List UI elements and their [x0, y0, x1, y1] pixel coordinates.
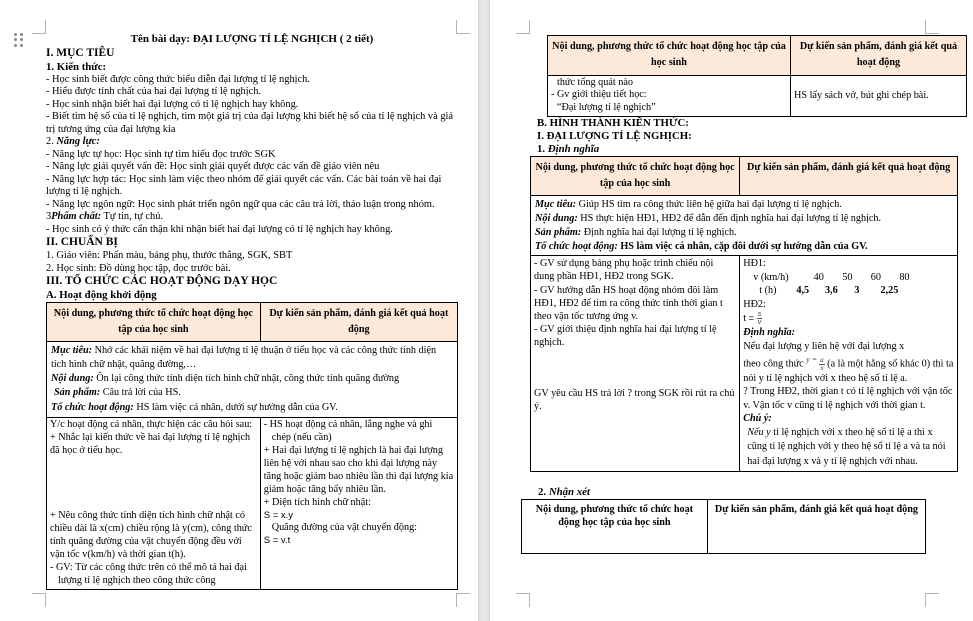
- hd1-label: HĐ1:: [743, 258, 766, 270]
- to-chuc-label: Tổ chức hoạt động:: [535, 240, 618, 252]
- nang-luc-item: - Năng lực tự học: Học sinh tự tìm hiểu đọc trước SGK: [46, 148, 276, 160]
- result-item: Quãng đường của vật chuyển động:: [271, 521, 418, 533]
- formula-area: S = x.y: [263, 509, 294, 521]
- heading-nang-luc: [46, 136, 458, 148]
- lesson-title: Tên bài dạy: ĐẠI LƯỢNG TỈ LỆ NGHỊCH ( 2 tiết): [130, 33, 374, 45]
- kien-thuc-item: - Học sinh biết được công thức biểu diễn đại lượng tỉ lệ nghịch.: [46, 73, 310, 85]
- section-chuan-bi: II. CHUẨN BỊ: [46, 236, 118, 249]
- muc-tieu-line: [535, 198, 953, 212]
- kien-thuc-item: - Biết tìm hệ số của tỉ lệ nghịch, tìm một giá trị của đại lượng khi biết hệ số của tỉ lệ nghịch và giá trị tương ứng của đại lượng kia: [46, 111, 454, 135]
- chu-y-italic: Nếu y: [747, 426, 771, 438]
- col-header-noi-dung: Nội dung, phương thức tổ chức hoạt động học tập của học sinh: [522, 499, 708, 553]
- table-header-row: [531, 156, 958, 196]
- col-header-du-kien: Dự kiến sản phẩm, đánh giá kết quả hoạt động: [791, 36, 967, 76]
- dinh-nghia-table: [530, 156, 958, 472]
- time-row: [743, 284, 954, 297]
- margin-marker-bottom-right: [925, 593, 939, 607]
- nang-luc-item: - Năng lực ngôn ngữ: Học sinh phát triển ngôn ngữ qua các câu trả lời, thảo luận trong nhóm.: [46, 198, 435, 210]
- nhan-xet-table: [521, 499, 926, 554]
- margin-marker-bottom-left: [516, 593, 530, 607]
- document-page-left: [0, 0, 478, 621]
- margin-marker-top-left: [32, 20, 46, 34]
- table-header-row: [522, 499, 926, 553]
- fraction-numerator: s: [757, 311, 762, 319]
- margin-marker-bottom-left: [32, 593, 46, 607]
- nang-luc-item: - Năng lực giải quyết vấn đề: Học sinh giải quyết được các vấn đề giáo viên nêu: [46, 161, 380, 173]
- kien-thuc-item: - Học sinh nhận biết hai đại lượng có tỉ lệ nghịch hay không.: [46, 98, 299, 110]
- chuan-bi-item: 1. Giáo viên: Phấn màu, bảng phụ, thước thẳng, SGK, SBT: [46, 250, 293, 262]
- muc-tieu-label: Mục tiêu:: [535, 199, 577, 211]
- velocity-value: 40: [813, 271, 824, 283]
- col-header-du-kien: Dự kiến sản phẩm, đánh giá kết quả hoạt động: [707, 499, 925, 553]
- san-pham-text: Định nghĩa hai đại lượng tỉ lệ nghịch.: [581, 226, 737, 238]
- right-page-content: [530, 33, 962, 554]
- table-row: [531, 256, 958, 471]
- result-item: + Hai đại lượng tỉ lệ nghịch là hai đại lượng liên hệ với nhau sao cho khi đại lượng này tăng hoặc giảm bao nhiêu lần thì đại lượng kia giảm hoặc tăng bấy nhiêu lần.: [263, 445, 454, 495]
- activity-item: - GV sử dụng bảng phụ hoặc trình chiếu nội dung phần HĐ1, HĐ2 trong SGK.: [534, 258, 714, 283]
- hd2-label: HĐ2:: [743, 298, 766, 310]
- definition-formula-line: [743, 355, 954, 385]
- page-gutter: [478, 0, 490, 621]
- activity-item: + Nêu công thức tính diện tích hình chữ nhật có chiều dài là x(cm) chiều rộng là y(cm), công thức tính quãng đường của vật chuyển động đều với vận tốc v(km/h) và thời gian t(h).: [50, 510, 252, 560]
- fraction-denominator: v: [757, 319, 762, 327]
- table-move-handle-icon[interactable]: [14, 33, 24, 47]
- heading-nhan-xet: [538, 486, 962, 499]
- result-item: - HS hoạt động cá nhân, lắng nghe và ghi chép (nếu cần): [263, 419, 433, 444]
- chu-y-title: Chú ý:: [743, 413, 772, 425]
- dinh-nghia-title: Định nghĩa:: [743, 327, 796, 339]
- table-header-row: [548, 36, 967, 76]
- col-header-noi-dung: Nội dung, phương thức tổ chức hoạt động học tập của học sinh: [548, 36, 791, 76]
- noi-dung-text: HS thực hiện HĐ1, HĐ2 để dẫn đến định nghĩa hai đại lượng tỉ lệ nghịch.: [577, 213, 882, 225]
- time-value: 2,25: [880, 285, 899, 297]
- time-label: t (h): [759, 285, 777, 297]
- fraction-numerator: a: [820, 355, 824, 364]
- chuan-bi-item: 2. Học sinh: Đồ dùng học tập, đọc trước bài.: [46, 262, 231, 274]
- muc-tieu-line: [51, 344, 453, 372]
- nang-luc-label: Năng lực:: [56, 136, 100, 148]
- chu-y-text: [743, 426, 954, 470]
- table-row-objectives: [47, 342, 458, 418]
- noi-dung-line: [535, 212, 953, 226]
- san-pham-label: Sản phẩm:: [54, 386, 101, 398]
- pham-chat-label: Phẩm chất:: [51, 211, 102, 223]
- san-pham-label: Sản phẩm:: [535, 226, 582, 238]
- san-pham-line: [51, 386, 453, 400]
- muc-tieu-label: Mục tiêu:: [51, 345, 93, 357]
- khoi-dong-table-continued: [547, 35, 967, 117]
- khoi-dong-table: [46, 302, 458, 590]
- chu-y-body: tỉ lệ nghịch với x theo hệ số tỉ lệ a thì x cũng tỉ lệ nghịch với y theo hệ số tỉ lệ a và ta nói hai đại lượng x và y tỉ lệ nghịch với nhau.: [747, 426, 946, 468]
- activity-item: - Gv giới thiệu tiết học:: [551, 89, 647, 101]
- expected-result-cell: HS lấy sách vở, bút ghi chép bài.: [791, 75, 967, 116]
- expected-result-cell: [740, 256, 958, 471]
- table-row-objectives: [531, 196, 958, 256]
- expected-result-cell: [260, 418, 457, 590]
- dinh-nghia-label: Định nghĩa: [547, 142, 600, 155]
- definition-text: (a là một hằng số khác 0) thì ta nói y tỉ lệ nghịch với x theo hệ số tỉ lệ a.: [743, 358, 954, 384]
- to-chuc-text: HS làm việc cá nhân, dưới sự hướng dẫn của GV.: [133, 402, 338, 414]
- time-value: 3,6: [824, 285, 838, 297]
- col-header-noi-dung: Nội dung, phương thức tổ chức hoạt động học tập của học sinh: [47, 302, 261, 342]
- velocity-value: 50: [842, 271, 853, 283]
- time-value: 4,5: [796, 285, 810, 297]
- document-page-right: [490, 0, 973, 621]
- heading-kien-thuc: 1. Kiến thức:: [46, 60, 107, 73]
- objectives-cell: [47, 342, 458, 418]
- activity-item: - GV: Từ các công thức trên có thể mô tả hai đại lượng tỉ lệ nghịch theo công thức công: [50, 561, 247, 586]
- muc-tieu-text: Giúp HS tìm ra công thức liên hệ giữa hai đại lượng tỉ lệ nghịch.: [576, 199, 842, 211]
- kien-thuc-item: - Hiểu được tính chất của hai đại lượng tỉ lệ nghịch.: [46, 86, 261, 98]
- pham-chat-item: - Học sinh có ý thức cẩn thận khi nhận biết hai đại lượng có tỉ lệ nghịch hay không.: [46, 223, 393, 235]
- noi-dung-label: Nội dung:: [535, 213, 578, 225]
- nang-luc-number: 2.: [46, 136, 54, 148]
- formula-lhs: t =: [743, 313, 757, 325]
- definition-text: theo công thức: [743, 358, 807, 370]
- pham-chat-text: Tự tin, tự chủ.: [101, 211, 164, 223]
- col-header-noi-dung: Nội dung, phương thức tổ chức hoạt động học tập của học sinh: [531, 156, 740, 196]
- san-pham-line: [535, 226, 953, 240]
- noi-dung-line: [51, 372, 453, 386]
- time-value: 3: [854, 285, 860, 297]
- activity-cell: [47, 418, 261, 590]
- result-item: + Diện tích hình chữ nhật:: [263, 496, 371, 508]
- fraction-s-over-v: [757, 311, 763, 326]
- margin-marker-top-right: [456, 20, 470, 34]
- velocity-row: [743, 271, 954, 284]
- table-header-row: [47, 302, 458, 342]
- section-to-chuc: III. TỔ CHỨC CÁC HOẠT ĐỘNG DẠY HỌC: [46, 275, 278, 287]
- section-khoi-dong: A. Hoạt động khởi động: [46, 288, 157, 301]
- to-chuc-line: [535, 240, 953, 254]
- velocity-label: v (km/h): [753, 271, 789, 283]
- noi-dung-label: Nội dung:: [51, 372, 94, 384]
- section-hinh-thanh: B. HÌNH THÀNH KIẾN THỨC:: [537, 116, 689, 129]
- velocity-value: 60: [870, 271, 881, 283]
- margin-marker-top-right: [925, 20, 939, 34]
- velocity-value: 80: [899, 271, 910, 283]
- activity-item: - GV hướng dẫn HS hoạt động nhóm đôi làm HĐ1, HĐ2 để tìm ra công thức tính thời gian t theo vận tốc tương ứng v.: [534, 284, 723, 322]
- nhan-xet-label: Nhận xét: [548, 485, 590, 498]
- nang-luc-item: - Năng lực hợp tác: Học sinh làm việc theo nhóm để giải quyết các vấn. Các bài toán về hai đại lượng tỉ lệ nghịch.: [46, 173, 442, 198]
- to-chuc-label: Tổ chức hoạt động:: [51, 402, 134, 414]
- hd2-formula: [743, 311, 954, 326]
- margin-marker-top-left: [516, 20, 530, 34]
- table-row: [47, 418, 458, 590]
- col-header-du-kien: Dự kiến sản phẩm, đánh giá kết quả hoạt động: [740, 156, 958, 196]
- muc-tieu-text: Nhớ các khái niệm về hai đại lượng tỉ lệ thuận ở tiểu học và các công thức tính diện tích hình chữ nhật, quãng đường,…: [51, 345, 437, 371]
- noi-dung-text: Ôn lại công thức tính diện tích hình chữ nhật, công thức tính quãng đường: [93, 372, 400, 384]
- left-page-content: [46, 33, 458, 590]
- to-chuc-line: [51, 401, 453, 415]
- activity-cell: [531, 256, 740, 471]
- activity-item: thức tổng quát nào: [557, 76, 633, 88]
- activity-item: GV yêu cầu HS trả lời ? trong SGK rồi rút ra chú ý.: [534, 387, 735, 412]
- heading-dinh-nghia: [537, 143, 962, 156]
- dinh-nghia-number: 1.: [537, 142, 546, 155]
- objectives-cell: [531, 196, 958, 256]
- nhan-xet-number: 2.: [538, 485, 547, 498]
- activity-item: Y/c hoạt động cá nhân, thực hiện các câu hỏi sau:: [50, 419, 253, 431]
- to-chuc-text: HS làm việc cá nhân, cặp đôi dưới sự hướng dẫn của GV.: [617, 240, 868, 252]
- pham-chat-number: 3: [46, 211, 52, 223]
- activity-item: - GV giới thiệu định nghĩa hai đại lượng tỉ lệ nghịch.: [534, 323, 717, 348]
- activity-cell: [548, 75, 791, 116]
- question-text: ? Trong HĐ2, thời gian t có tỉ lệ nghịch với vận tốc v. Vận tốc v cũng tỉ lệ nghịch với thời gian t.: [743, 386, 953, 411]
- san-pham-text: Câu trả lời của HS.: [100, 386, 181, 398]
- table-row: [548, 75, 967, 116]
- pham-chat-line: [46, 211, 458, 223]
- formula-distance: S = v.t: [263, 534, 291, 546]
- margin-marker-bottom-right: [456, 593, 470, 607]
- definition-text: Nếu đại lượng y liên hệ với đại lượng x: [743, 340, 905, 352]
- activity-item: + Nhắc lại kiến thức về hai đại lượng tỉ lệ nghịch đã học ở tiểu học.: [50, 432, 251, 457]
- section-muc-tieu: I. MỤC TIÊU: [46, 47, 115, 60]
- col-header-du-kien: Dự kiến sản phẩm, đánh giá kết quả hoạt động: [260, 302, 457, 342]
- section-dai-luong: I. ĐẠI LƯỢNG TỈ LỆ NGHỊCH:: [537, 129, 692, 142]
- formula-lhs: y =: [806, 355, 820, 365]
- activity-item: “Đại lượng tỉ lệ nghịch”: [557, 102, 656, 114]
- fraction-denominator: x: [820, 363, 824, 372]
